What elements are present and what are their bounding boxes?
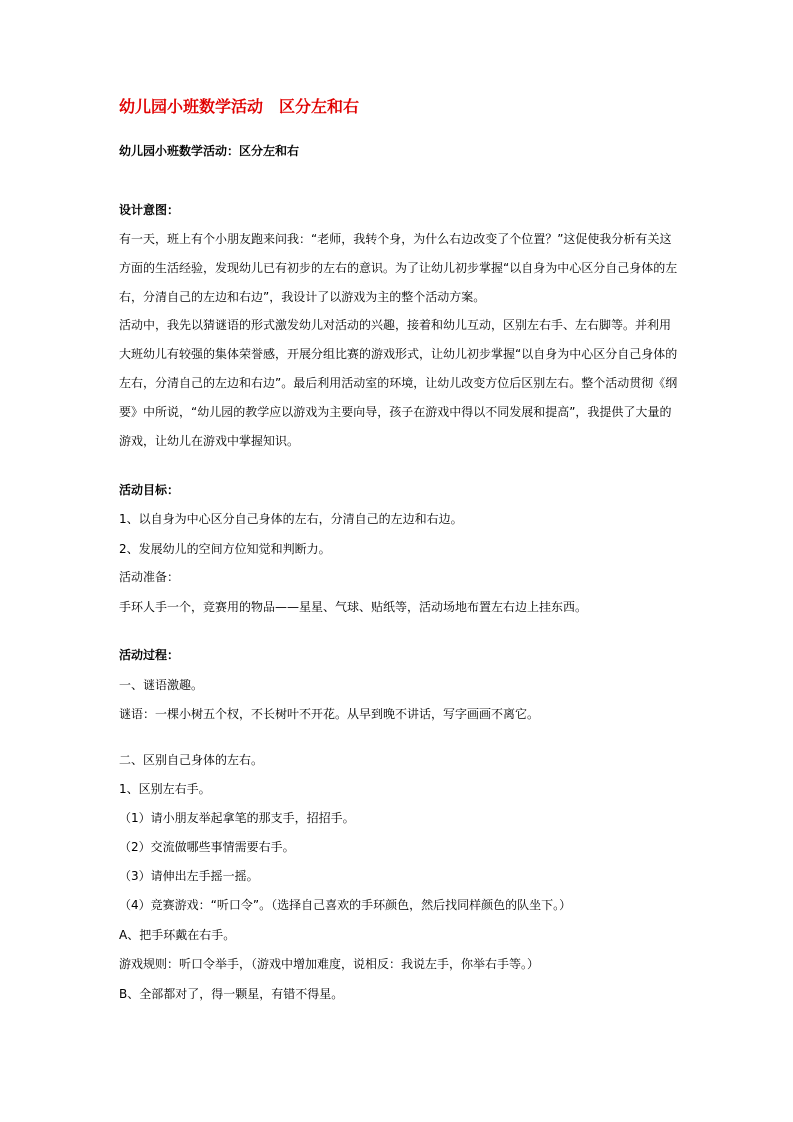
prep-heading: 活动准备： bbox=[119, 570, 180, 584]
process-step: A、把手环戴在右手。 bbox=[119, 928, 236, 942]
design-paragraph-line: 方面的生活经验，发现幼儿已有初步的左右的意识。为了让幼儿初步掌握“以自身为中心区分自己身体的左 bbox=[119, 261, 678, 275]
process-step: （2）交流做哪些事情需要右手。 bbox=[119, 840, 295, 854]
process-step: （4）竞赛游戏：“听口令”。（选择自己喜欢的手环颜色，然后找同样颜色的队坐下。） bbox=[119, 898, 572, 912]
goal-item: 1、以自身为中心区分自己身体的左右，分清自己的左边和右边。 bbox=[119, 512, 463, 526]
process-part1-text: 谜语：一棵小树五个杈，不长树叶不开花。从早到晚不讲话，写字画画不离它。 bbox=[119, 707, 540, 721]
document-subtitle: 幼儿园小班数学活动：区分左和右 bbox=[119, 144, 300, 158]
process-step: （3）请伸出左手摇一摇。 bbox=[119, 869, 259, 883]
design-paragraph-line: 有一天，班上有个小朋友跑来问我：“老师，我转个身，为什么右边改变了个位置？”这促使我分析有关这 bbox=[119, 232, 672, 246]
prep-text: 手环人手一个，竞赛用的物品——星星、气球、贴纸等，活动场地布置左右边上挂东西。 bbox=[119, 600, 588, 614]
design-paragraph-line: 大班幼儿有较强的集体荣誉感，开展分组比赛的游戏形式，让幼儿初步掌握“以自身为中心区分自己身体的 bbox=[119, 347, 678, 361]
design-paragraph-line: 活动中，我先以猜谜语的形式激发幼儿对活动的兴趣，接着和幼儿互动，区别左右手、左右脚等。并利用 bbox=[119, 318, 672, 332]
design-paragraph-line: 左右，分清自己的左边和右边”。最后利用活动室的环境，让幼儿改变方位后区别左右。整个活动贯彻《纲 bbox=[119, 376, 678, 390]
process-step: 游戏规则：听口令举手，（游戏中增加难度，说相反：我说左手，你举右手等。） bbox=[119, 957, 540, 971]
process-part2-title: 二、区别自己身体的左右。 bbox=[119, 753, 264, 767]
design-paragraph-line: 游戏，让幼儿在游戏中掌握知识。 bbox=[119, 434, 300, 448]
goal-item: 2、发展幼儿的空间方位知觉和判断力。 bbox=[119, 542, 331, 556]
document-title: 幼儿园小班数学活动 区分左和右 bbox=[119, 97, 360, 116]
goals-heading: 活动目标： bbox=[119, 483, 180, 497]
design-paragraph-line: 要》中所说，“幼儿园的教学应以游戏为主要向导，孩子在游戏中得以不同发展和提高”，我提供了大量的 bbox=[119, 405, 672, 419]
process-heading: 活动过程： bbox=[119, 648, 180, 662]
design-paragraph-line: 右，分清自己的左边和右边”，我设计了以游戏为主的整个活动方案。 bbox=[119, 290, 486, 304]
design-heading: 设计意图： bbox=[119, 203, 180, 217]
process-step: （1）请小朋友举起拿笔的那支手，招招手。 bbox=[119, 811, 355, 825]
process-step: 1、区别左右手。 bbox=[119, 782, 211, 796]
process-part1-title: 一、谜语激趣。 bbox=[119, 678, 204, 692]
process-step: B、全部都对了，得一颗星，有错不得星。 bbox=[119, 987, 344, 1001]
